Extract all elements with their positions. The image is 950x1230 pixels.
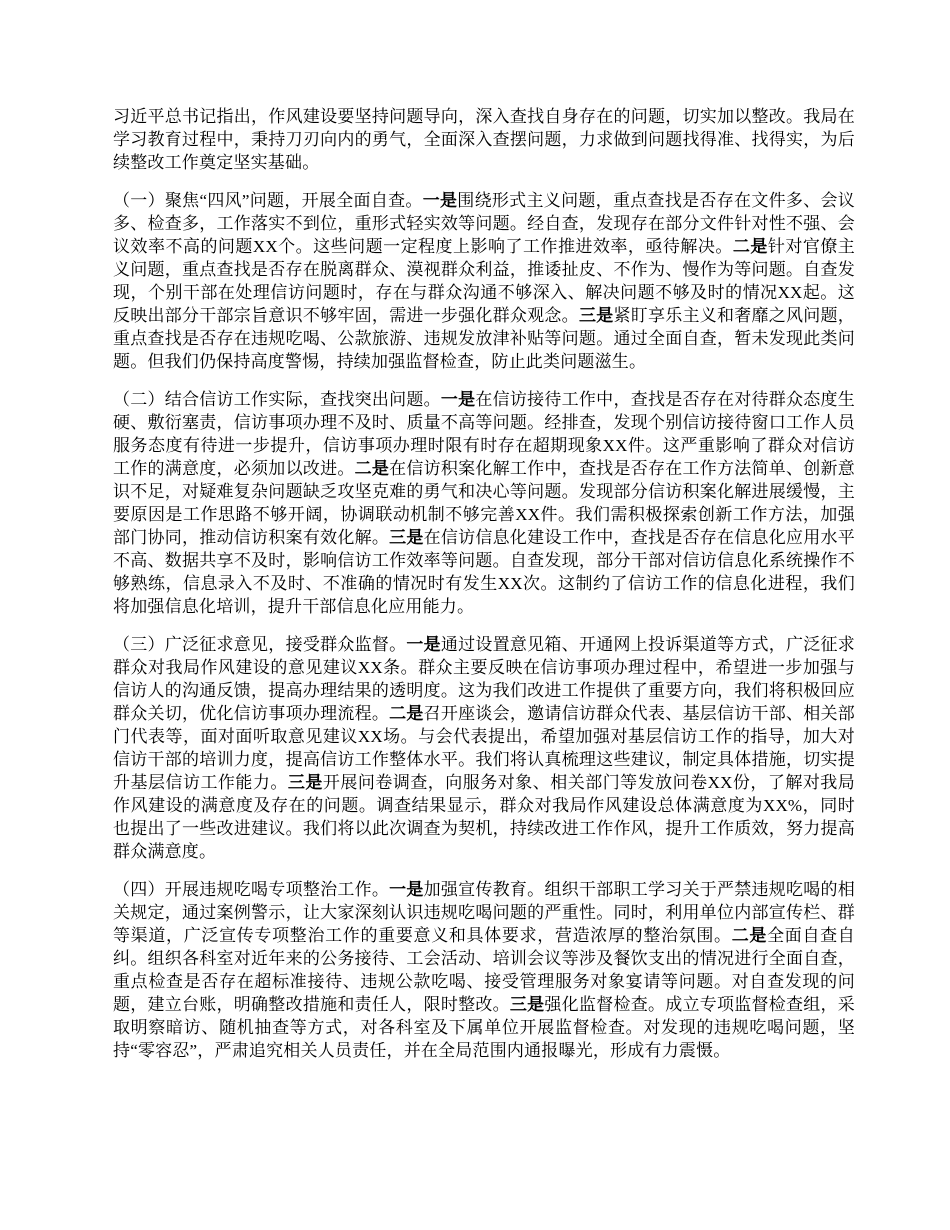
text-run: 加强宣传教育。组织干部职工学习关于严禁违规吃喝的相关规定，通过案例警示，让大家深刻认识违规吃喝问题的严重性。同时，利用单位内部宣传栏、群等渠道，广泛宣传专项整治工作的重要意义和具体要求，营造浓厚的整治氛围。 bbox=[113, 880, 856, 945]
bold-run: 一是 bbox=[406, 635, 441, 654]
text-run: 强化监督检查。成立专项监督检查组，采取明察暗访、随机抽查等方式，对各科室及下属单位开展监督检查。对发现的违规吃喝问题，坚持“零容忍”，严肃追究相关人员责任，并在全局范围内通报曝光，形成有力震慑。 bbox=[113, 995, 855, 1060]
text-run: 在信访接待工作中，查找是否存在对待群众态度生硬、敷衍塞责，信访事项办理不及时、质量不高等问题。经排查，发现个别信访接待窗口工作人员服务态度有待进一步提升，信访事项办理时限有时存在超期现象XX件。这严重影响了群众对信访工作的满意度，必须加以改进。 bbox=[113, 390, 855, 478]
bold-run: 三是 bbox=[389, 528, 424, 547]
text-run: 全面自查自纠。组织各科室对近年来的公务接待、工会活动、培训会议等涉及餐饮支出的情况进行全面自查，重点检查是否存在超标准接待、违规公款吃喝、接受管理服务对象宴请等问题。对自查发现的问题，建立台账，明确整改措施和责任人，限时整改。 bbox=[113, 926, 856, 1014]
text-run: 通过设置意见箱、开通网上投诉渠道等方式，广泛征求群众对我局作风建设的意见建议XX条。群众主要反映在信访事项办理过程中，希望进一步加强与信访人的沟通反馈，提高办理结果的透明度。这为我们改进工作提供了重要方向，我们将积极回应群众关切，优化信访事项办理流程。 bbox=[113, 635, 855, 723]
bold-run: 三是 bbox=[578, 306, 614, 325]
text-run: 紧盯享乐主义和奢靡之风问题，重点查找是否存在违规吃喝、公款旅游、违规发放津补贴等问题。通过全面自查，暂未发现此类问题。但我们仍保持高度警惕，持续加强监督检查，防止此类问题滋生。 bbox=[113, 306, 855, 371]
text-run: 开展问卷调查，向服务对象、相关部门等发放问卷XX份，了解对我局作风建设的满意度及存在的问题。调查结果显示，群众对我局作风建设总体满意度为XX%，同时也提出了一些改进建议。我们将以此次调查为契机，持续改进工作作风，提升工作质效，努力提高群众满意度。 bbox=[113, 773, 855, 861]
paragraph bbox=[113, 633, 855, 863]
bold-run: 一是 bbox=[389, 880, 424, 899]
bold-run: 三是 bbox=[509, 995, 545, 1014]
text-run: 习近平总书记指出，作风建设要坚持问题导向，深入查找自身存在的问题，切实加以整改。我局在学习教育过程中，秉持刀刃向内的勇气，全面深入查摆问题，力求做到问题找得准、找得实，为后续整改工作奠定坚实基础。 bbox=[113, 107, 855, 172]
text-run: 召开座谈会，邀请信访群众代表、基层信访干部、相关部门代表等，面对面听取意见建议XX场。与会代表提出，希望加强对基层信访工作的指导，加大对信访干部的培训力度，提高信访工作整体水平。我们将认真梳理这些建议，制定具体措施，切实提升基层信访工作能力。 bbox=[113, 704, 856, 792]
paragraph bbox=[113, 388, 855, 618]
bold-run: 二是 bbox=[731, 926, 768, 945]
bold-run: 一是 bbox=[422, 191, 458, 210]
text-run: 围绕形式主义问题，重点查找是否存在文件多、会议多、检查多，工作落实不到位，重形式轻实效等问题。经自查，发现存在部分文件针对性不强、会议效率不高的问题XX个。这些问题一定程度上影响了工作推进效率，亟待解决。 bbox=[113, 191, 855, 256]
text-run: （一）聚焦“四风”问题，开展全面自查。 bbox=[113, 191, 423, 210]
bold-run: 二是 bbox=[389, 704, 424, 723]
text-run: 在信访信息化建设工作中，查找是否存在信息化应用水平不高、数据共享不及时，影响信访工作效率等问题。自查发现，部分干部对信访信息化系统操作不够熟练，信息录入不及时、不准确的情况时有发生XX次。这制约了信访工作的信息化进程，我们将加强信息化培训，提升干部信息化应用能力。 bbox=[113, 528, 856, 616]
paragraph bbox=[113, 105, 855, 174]
paragraph bbox=[113, 189, 855, 373]
text-run: （三）广泛征求意见，接受群众监督。 bbox=[113, 635, 407, 654]
bold-run: 三是 bbox=[287, 773, 323, 792]
text-run: 在信访积案化解工作中，查找是否存在工作方法简单、创新意识不足，对疑难复杂问题缺乏攻坚克难的勇气和决心等问题。发现部分信访积案化解进展缓慢，主要原因是工作思路不够开阔，协调联动机制不够完善XX件。我们需积极探索创新工作方法，加强部门协同，推动信访积案有效化解。 bbox=[113, 459, 855, 547]
document-body bbox=[113, 105, 855, 1062]
bold-run: 二是 bbox=[732, 237, 768, 256]
text-run: 针对官僚主义问题，重点查找是否存在脱离群众、漠视群众利益，推诿扯皮、不作为、慢作为等问题。自查发现，个别干部在处理信访问题时，存在与群众沟通不够深入、解决问题不够及时的情况XX起。这反映出部分干部宗旨意识不够牢固，需进一步强化群众观念。 bbox=[113, 237, 855, 325]
text-run: （四）开展违规吃喝专项整治工作。 bbox=[113, 880, 390, 899]
paragraph bbox=[113, 878, 855, 1062]
bold-run: 一是 bbox=[440, 390, 476, 409]
bold-run: 二是 bbox=[354, 459, 390, 478]
text-run: （二）结合信访工作实际，查找突出问题。 bbox=[113, 390, 441, 409]
